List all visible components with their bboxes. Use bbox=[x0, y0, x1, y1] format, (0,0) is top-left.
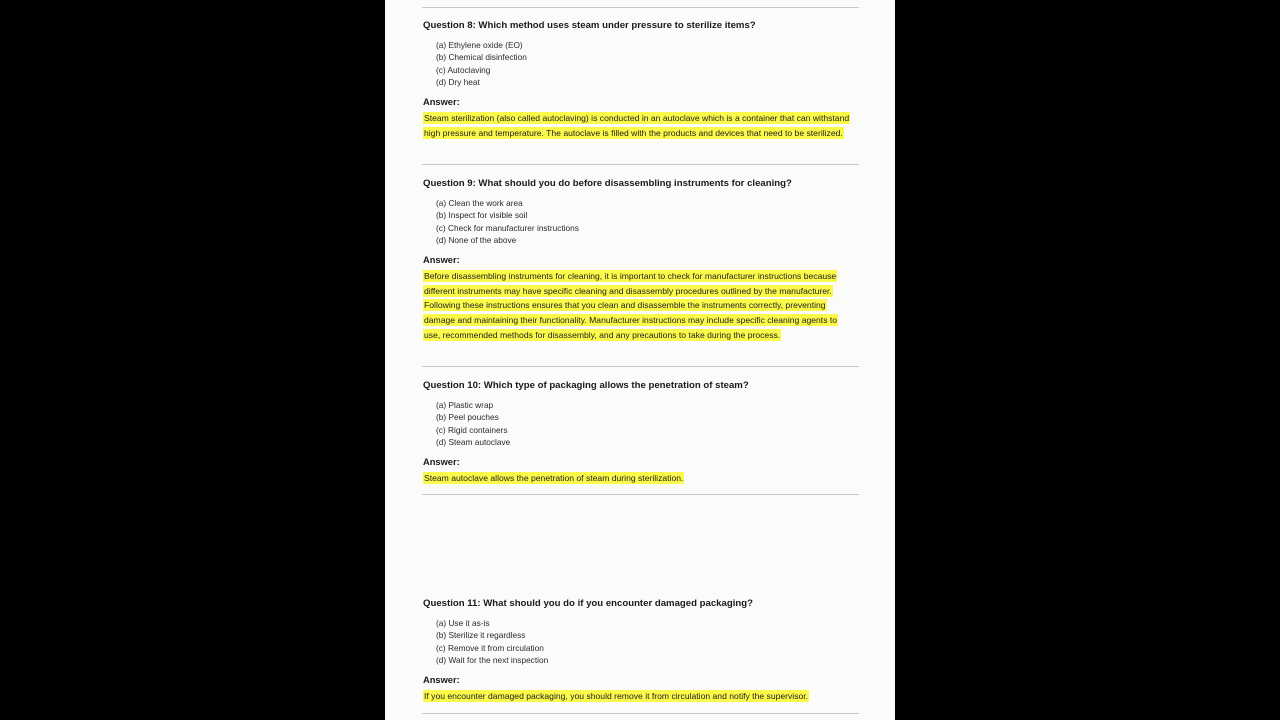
answer-highlight: If you encounter damaged packaging, you should remove it from circulation and notify the supervisor. bbox=[424, 691, 809, 702]
question-9 bbox=[423, 178, 863, 342]
answer-highlight: Steam autoclave allows the penetration of steam during sterilization. bbox=[424, 473, 684, 484]
option-d: (d) Steam autoclave bbox=[436, 436, 511, 447]
document-page[interactable] bbox=[385, 0, 895, 720]
option-list bbox=[423, 39, 863, 88]
divider bbox=[422, 494, 859, 495]
divider bbox=[422, 366, 859, 367]
answer-label: Answer: bbox=[423, 457, 460, 468]
question-8 bbox=[423, 20, 863, 140]
option-c: (c) Remove it from circulation bbox=[436, 642, 544, 653]
option-list bbox=[423, 399, 863, 448]
answer-label: Answer: bbox=[423, 255, 460, 266]
option-b: (b) Inspect for visible soil bbox=[436, 210, 528, 221]
question-title: Question 10: Which type of packaging allows the penetration of steam? bbox=[423, 380, 749, 391]
question-title: Question 8: Which method uses steam under pressure to sterilize items? bbox=[423, 20, 756, 31]
option-c: (c) Check for manufacturer instructions bbox=[436, 222, 579, 233]
option-d: (d) None of the above bbox=[436, 234, 517, 245]
question-title: Question 9: What should you do before disassembling instruments for cleaning? bbox=[423, 178, 792, 189]
option-b: (b) Sterilize it regardless bbox=[436, 630, 526, 641]
option-b: (b) Chemical disinfection bbox=[436, 52, 527, 63]
question-10 bbox=[423, 380, 863, 486]
question-11 bbox=[423, 598, 863, 704]
divider bbox=[422, 713, 859, 714]
answer-highlight: Steam sterilization (also called autoclaving) is conducted in an autoclave which is a container that can withstand high pressure and temperature. The autoclave is filled with the products and devices that need to be sterilized. bbox=[424, 113, 850, 138]
answer-label: Answer: bbox=[423, 97, 460, 108]
divider bbox=[422, 7, 859, 8]
option-c: (c) Rigid containers bbox=[436, 424, 508, 435]
answer-highlight: Before disassembling instruments for cleaning, it is important to check for manufacturer instructions because different instruments may have specific cleaning and disassembly procedures outlined by the manufacturer. Following these instructions ensures that you clean and disassemble the instruments correctly, preventing damage and maintaining their functionality. Manufacturer instructions may include specific cleaning agents to use, recommended methods for disassembly, and any precautions to take during the process. bbox=[424, 271, 838, 340]
question-title: Question 11: What should you do if you encounter damaged packaging? bbox=[423, 598, 753, 609]
answer-text bbox=[423, 471, 855, 486]
answer-text bbox=[423, 269, 855, 342]
divider bbox=[422, 164, 859, 165]
option-a: (a) Use it as-is bbox=[436, 618, 490, 628]
option-a: (a) Ethylene oxide (EO) bbox=[436, 40, 523, 50]
answer-text bbox=[423, 689, 855, 704]
option-c: (c) Autoclaving bbox=[436, 64, 491, 75]
option-b: (b) Peel pouches bbox=[436, 412, 499, 423]
option-list bbox=[423, 197, 863, 246]
option-list bbox=[423, 617, 863, 666]
option-a: (a) Clean the work area bbox=[436, 198, 523, 208]
answer-text bbox=[423, 111, 855, 140]
answer-label: Answer: bbox=[423, 675, 460, 686]
option-d: (d) Wait for the next inspection bbox=[436, 654, 549, 665]
option-d: (d) Dry heat bbox=[436, 76, 480, 87]
option-a: (a) Plastic wrap bbox=[436, 400, 494, 410]
